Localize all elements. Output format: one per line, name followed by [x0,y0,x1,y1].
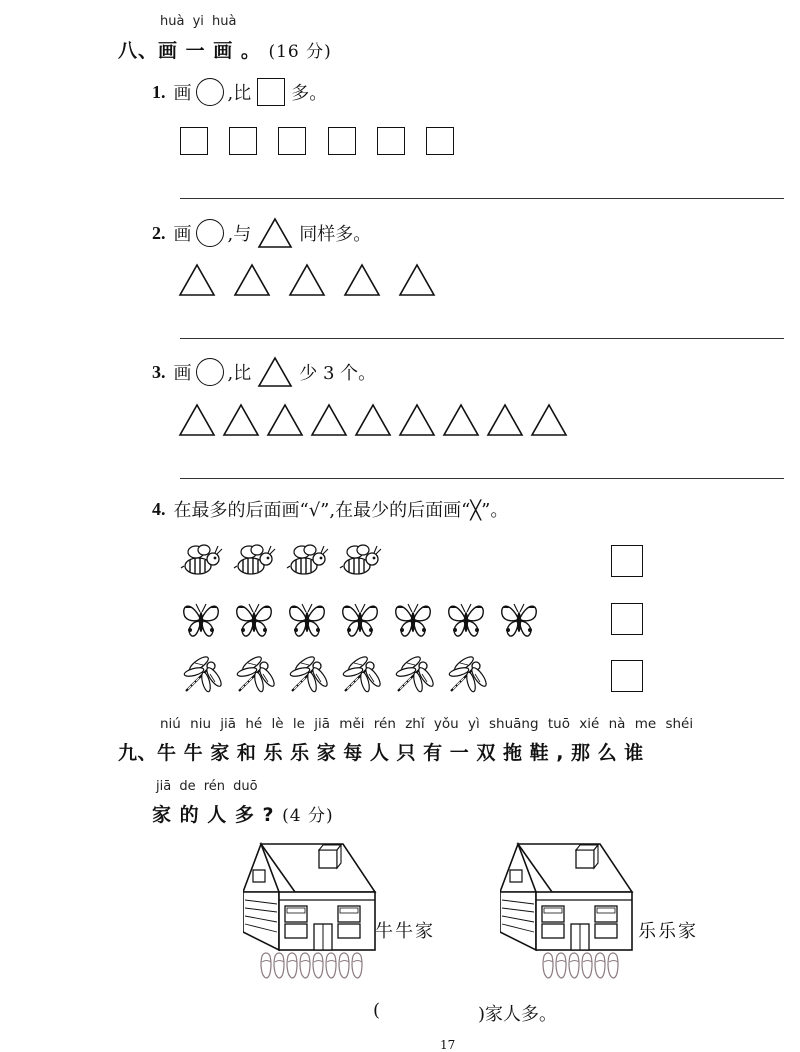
slipper-icon [569,953,579,978]
question-3-text-b: ,比 [227,363,252,384]
triangle-shape [345,265,379,295]
square-shape [229,127,257,155]
triangle-shape [400,405,434,435]
answer-line-1[interactable] [180,198,784,199]
triangle-shape [356,405,390,435]
butterfly-icon [237,604,272,636]
q3-triangles [178,402,570,438]
dragonfly-icon [342,654,382,692]
answer-open-paren: ( [373,1000,381,1021]
section9-title-line1: 九、牛 牛 家 和 乐 乐 家 每 人 只 有 一 双 拖 鞋 , 那 么 谁 [118,742,644,764]
triangle-shape [290,265,324,295]
question-2-text-b: ,与 [227,224,252,245]
circle-icon [196,219,224,247]
lele-slippers [540,950,630,982]
section8-pinyin: huà yi huà [160,14,237,29]
question-2 [152,217,371,249]
dragonfly-icon [395,654,435,692]
page-number: 17 [440,1038,456,1052]
answer-line-2[interactable] [180,338,784,339]
question-1-text-b: ,比 [227,83,252,104]
triangle-icon [257,217,293,249]
bee-row [180,538,400,584]
answer-box-bees[interactable] [611,545,643,577]
butterfly-icon [449,604,484,636]
section9-title-line2-text: 家 的 人 多 ? [152,804,275,826]
slipper-icon [595,953,605,978]
section9-pinyin-line1: niú niu jiā hé lè le jiā měi rén zhǐ yǒu yì shuāng tuō xié nà me shéi [160,716,694,732]
triangle-shape [224,405,258,435]
triangle-shape [400,265,434,295]
dragonfly-icon [183,654,223,692]
dragonfly-row [180,653,500,697]
house-niuniu-label: 牛牛家 [375,921,435,942]
question-1-number: 1. [152,81,166,102]
section9-score: (4 分) [282,806,334,826]
house-icon [500,844,632,950]
house-lele-label: 乐乐家 [638,921,698,942]
triangle-shape [235,265,269,295]
square-shape [377,127,405,155]
bee-icon [181,545,222,574]
triangle-shape [312,405,346,435]
q2-triangles [178,262,448,298]
slipper-icon [582,953,592,978]
square-shape [278,127,306,155]
question-4-number: 4. [152,498,166,519]
house-lele [500,838,634,952]
section8-title [118,36,332,63]
triangle-shape [444,405,478,435]
question-2-text-c: 同样多。 [299,224,372,245]
slipper-icon [313,953,323,978]
square-shape [426,127,454,155]
slipper-icon [300,953,310,978]
question-4 [152,496,508,522]
dragonfly-icon [289,654,329,692]
slipper-icon [287,953,297,978]
slipper-icon [543,953,553,978]
triangle-shape [532,405,566,435]
slipper-icon [326,953,336,978]
square-icon [257,78,285,106]
bee-icon [234,545,275,574]
question-3-number: 3. [152,361,166,382]
bee-icon [340,545,381,574]
triangle-shape [268,405,302,435]
slipper-icon [608,953,618,978]
question-1-text-c: 多。 [291,83,328,104]
slipper-icon [261,953,271,978]
butterfly-icon [502,604,537,636]
triangle-shape [180,405,214,435]
question-4-text: 在最多的后面画“√”,在最少的后面画“╳”。 [173,500,509,521]
butterfly-icon [396,604,431,636]
niuniu-slippers [258,950,370,982]
question-2-text-a: 画 [173,224,192,245]
circle-icon [196,78,224,106]
butterfly-row [180,598,550,640]
bee-icon [287,545,328,574]
answer-box-dragonflies[interactable] [611,660,643,692]
triangle-shape [488,405,522,435]
section9-title-line2 [152,800,334,827]
butterfly-icon [343,604,378,636]
triangle-shape [180,265,214,295]
butterfly-icon [290,604,325,636]
dragonfly-icon [448,654,488,692]
butterfly-icon [184,604,219,636]
triangle-icon [257,356,293,388]
section8-score: (16 分) [268,42,332,62]
slipper-icon [274,953,284,978]
answer-blank[interactable] [386,1000,478,1022]
house-icon [243,844,375,950]
question-1-text-a: 画 [173,83,192,104]
answer-box-butterflies[interactable] [611,603,643,635]
house-niuniu [243,838,377,952]
slipper-icon [352,953,362,978]
slipper-icon [556,953,566,978]
question-2-number: 2. [152,222,166,243]
question-3-text-c: 少 3 个。 [299,363,377,384]
question-3 [152,356,376,388]
square-shape [328,127,356,155]
question-1 [152,78,327,106]
dragonfly-icon [236,654,276,692]
circle-icon [196,358,224,386]
slipper-icon [339,953,349,978]
answer-close-text: )家人多。 [478,1004,558,1025]
section8-title-text: 八、画 一 画 。 [118,40,261,62]
section9-pinyin-line2: jiā de rén duō [156,779,258,794]
answer-line-3[interactable] [180,478,784,479]
square-shape [180,127,208,155]
question-3-text-a: 画 [173,363,192,384]
